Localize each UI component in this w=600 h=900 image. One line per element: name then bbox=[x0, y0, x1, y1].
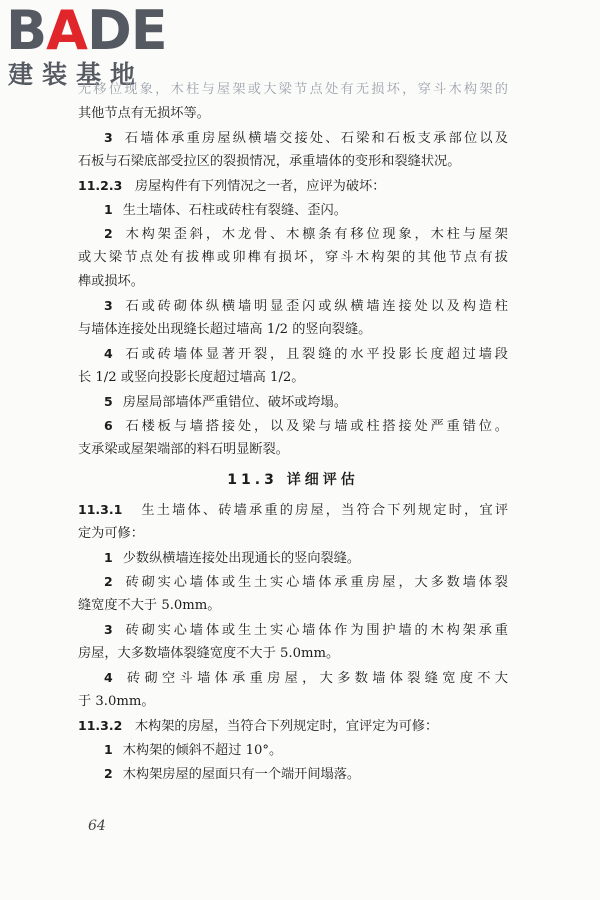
list-item bbox=[78, 546, 508, 570]
item-text: 木构架歪斜，木龙骨、木檩条有移位现象，木柱与屋架 bbox=[122, 227, 508, 242]
item-number: 1 bbox=[104, 202, 113, 217]
item-number: 1 bbox=[104, 550, 113, 565]
item-text: 少数纵横墙连接处出现通长的竖向裂缝。 bbox=[122, 551, 361, 566]
item-text: 木构架的倾斜不超过 10°。 bbox=[122, 743, 283, 758]
item-text: 房屋局部墙体严重错位、破坏或垮塌。 bbox=[122, 395, 347, 410]
text-line: 定为可修： bbox=[78, 526, 144, 541]
text-line: 榫或损坏。 bbox=[78, 274, 144, 289]
text-line: 支承梁或屋架端部的料石明显断裂。 bbox=[78, 442, 289, 457]
clause bbox=[78, 714, 508, 738]
list-item bbox=[78, 390, 508, 414]
clause bbox=[78, 498, 508, 522]
item-text: 石或砖砌体纵横墙明显歪闪或纵横墙连接处以及构造柱 bbox=[122, 299, 508, 314]
clause bbox=[78, 174, 508, 198]
item-text: 砖砌空斗墙体承重房屋，大多数墙体裂缝宽度不大 bbox=[122, 671, 508, 686]
text-line: 缝宽度不大于 5.0mm。 bbox=[78, 598, 221, 613]
item-text: 砖砌实心墙体或生土实心墙体承重房屋，大多数墙体裂 bbox=[122, 575, 508, 590]
logo-letters-de: DE bbox=[86, 0, 167, 62]
clause-text: 房屋构件有下列情况之一者，应评为破坏： bbox=[134, 179, 386, 194]
list-item bbox=[78, 570, 508, 594]
text-line: 于 3.0mm。 bbox=[78, 694, 155, 709]
list-item bbox=[78, 342, 508, 366]
item-number: 1 bbox=[104, 742, 113, 757]
item-number: 4 bbox=[104, 346, 113, 361]
text-line: 石板与石梁底部受拉区的裂损情况，承重墙体的变形和裂缝状况。 bbox=[78, 154, 461, 169]
item-text: 石墙体承重房屋纵横墙交接处、石梁和石板支承部位以及 bbox=[122, 131, 508, 146]
logo-subtitle: 建装基地 bbox=[8, 60, 145, 89]
list-item bbox=[78, 762, 508, 786]
text-line: 房屋，大多数墙体裂缝宽度不大于 5.0mm。 bbox=[78, 646, 340, 661]
list-item bbox=[78, 126, 508, 150]
item-number: 6 bbox=[104, 418, 113, 433]
item-number: 4 bbox=[104, 670, 113, 685]
logo-letter-a: A bbox=[46, 0, 87, 62]
item-number: 2 bbox=[104, 766, 113, 781]
logo-brand-text bbox=[6, 0, 167, 62]
item-number: 3 bbox=[104, 130, 113, 145]
page-number: 64 bbox=[88, 818, 106, 834]
text-line: 或大梁节点处有拔榫或卯榫有损坏，穿斗木构架的其他节点有拔 bbox=[78, 250, 508, 265]
item-text: 石或砖墙体显著开裂，且裂缝的水平投影长度超过墙段 bbox=[122, 347, 508, 362]
clause-text: 木构架的房屋，当符合下列规定时，宜评定为可修： bbox=[134, 719, 439, 734]
clause-text: 生土墙体、砖墙承重的房屋，当符合下列规定时，宜评 bbox=[141, 503, 509, 518]
list-item bbox=[78, 666, 508, 690]
item-number: 3 bbox=[104, 298, 113, 313]
list-item bbox=[78, 294, 508, 318]
clause-number: 11.3.1 bbox=[78, 502, 123, 517]
list-item bbox=[78, 198, 508, 222]
item-text: 生土墙体、石柱或砖柱有裂缝、歪闪。 bbox=[122, 203, 347, 218]
text-line: 其他节点有无损坏等。 bbox=[78, 106, 210, 121]
document-body bbox=[78, 78, 508, 786]
list-item bbox=[78, 738, 508, 762]
text-span: 无移位现象，木柱与屋架或大梁节点处有无损坏，穿斗木构架的 bbox=[78, 82, 508, 97]
list-item bbox=[78, 414, 508, 438]
clause-number: 11.3.2 bbox=[78, 718, 123, 733]
item-number: 2 bbox=[104, 226, 113, 241]
section-heading: 11.3 详细评估 bbox=[227, 472, 359, 488]
list-item bbox=[78, 222, 508, 246]
logo-letter-b: B bbox=[6, 0, 47, 62]
text-line: 长 1/2 或竖向投影长度超过墙高 1/2。 bbox=[78, 370, 305, 385]
clause-number: 11.2.3 bbox=[78, 178, 123, 193]
item-number: 3 bbox=[104, 622, 113, 637]
list-item bbox=[78, 618, 508, 642]
item-number: 2 bbox=[104, 574, 113, 589]
item-number: 5 bbox=[104, 394, 113, 409]
text-line: 与墙体连接处出现缝长超过墙高 1/2 的竖向裂缝。 bbox=[78, 322, 372, 337]
item-text: 石楼板与墙搭接处，以及梁与墙或柱搭接处严重错位。 bbox=[122, 419, 508, 434]
item-text: 木构架房屋的屋面只有一个端开间塌落。 bbox=[122, 767, 361, 782]
text-line bbox=[78, 78, 508, 102]
item-text: 砖砌实心墙体或生土实心墙体作为围护墙的木构架承重 bbox=[122, 623, 508, 638]
